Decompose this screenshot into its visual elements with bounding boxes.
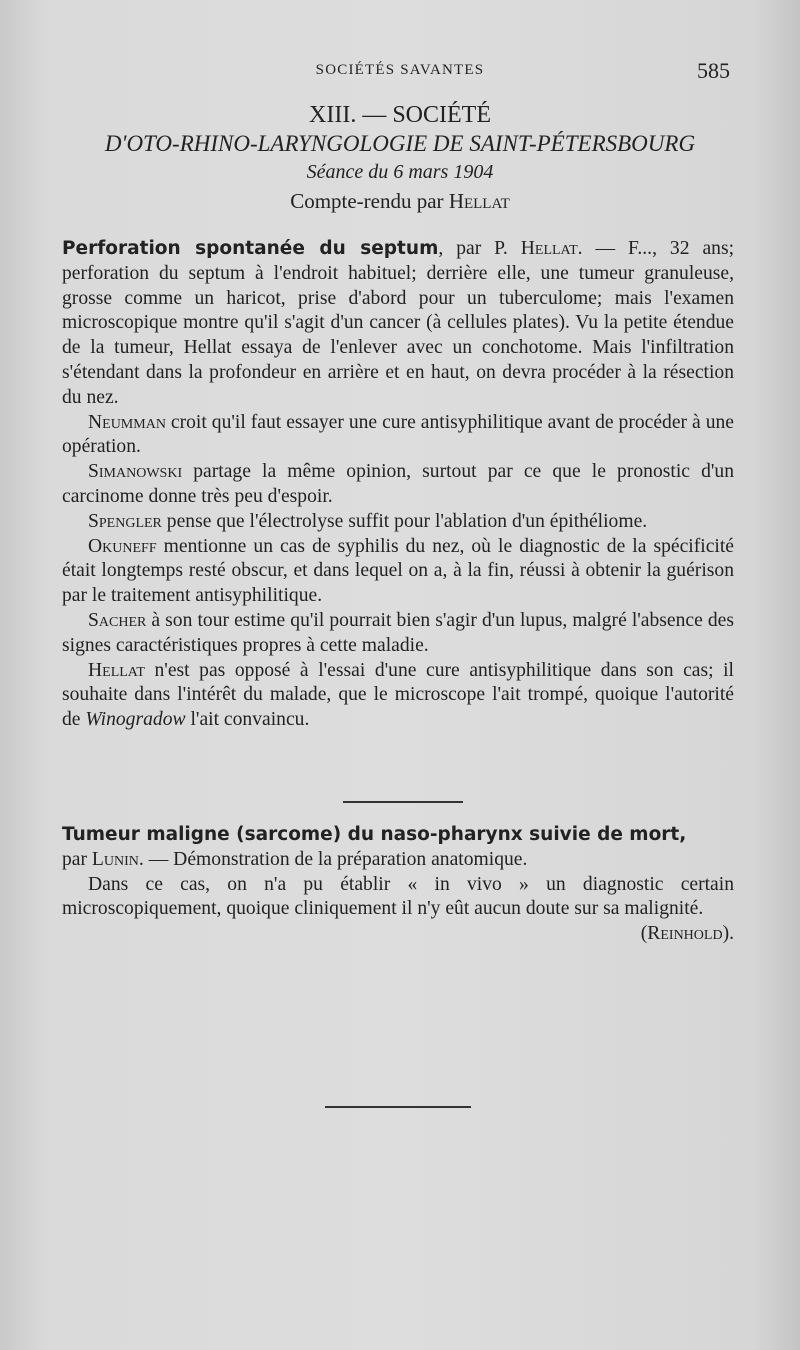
- closing-text-before: n'est pas opposé à l'essai d'une cure antisyphilitique dans son cas; il souhaite dans l'intérêt du malade, que le microscope l'ait trompé, quoique l'autorité de: [62, 659, 734, 731]
- running-head: SOCIÉTÉS SAVANTES: [315, 62, 485, 78]
- comment-text: à son tour estime qu'il pourrait bien s'agir d'un lupus, malgré l'absence des signes caractéristiques propres à cette maladie.: [62, 609, 734, 656]
- section-number-title: XIII. — SOCIÉTÉ: [309, 102, 491, 128]
- comment-paragraph: [62, 609, 734, 659]
- article-1-intro-text: . — F..., 32 ans; perforation du septum à l'endroit habituel; derrière elle, une tumeur granuleuse, grosse comme un haricot, prise d'abord pour un tuberculome; mais l'examen microscopique montre qu'il s'agit d'un cancer (à cellules plates). Vu la petite étendue de la tumeur, Hellat essaya de l'enlever avec un conchotome. Mais l'infiltration s'étendant dans la profondeur en arrière et en haut, on devra procéder à la résection du nez.: [62, 238, 735, 408]
- comment-text: partage la même opinion, surtout par ce que le pronostic d'un carcinome donne très peu d'espoir.: [62, 461, 734, 507]
- closing-speaker: Hellat: [88, 659, 145, 681]
- report-line: [0, 186, 800, 216]
- article-2-byline-author: Lunin: [91, 848, 139, 870]
- article-1-byline-prefix: , par P.: [438, 238, 508, 259]
- comment-speaker: Neumman: [88, 411, 166, 433]
- article-1-intro-paragraph: [62, 237, 734, 411]
- comment-speaker: Okuneff: [88, 535, 157, 557]
- comment-text: pense que l'électrolyse suffit pour l'ablation d'un épithéliome.: [161, 510, 648, 532]
- session-prefix: Séance du: [306, 161, 389, 183]
- signature-author: Reinhold: [647, 923, 723, 945]
- comment-speaker: Spengler: [88, 510, 162, 532]
- article-2-byline-rest: . — Démonstration de la préparation anatomique.: [138, 848, 528, 870]
- report-author: Hellat: [448, 189, 510, 213]
- article-2-byline-prefix: par: [62, 848, 92, 870]
- comment-speaker: Simanowski: [88, 461, 183, 483]
- page-number: 585: [697, 58, 730, 83]
- article-2-body-text: Dans ce cas, on n'a pu établir « in vivo » un diagnostic certain microscopiquement, quoique cliniquement il n'y eût aucun doute sur sa malignité.: [62, 873, 734, 920]
- session-line: [0, 158, 800, 186]
- article-1-heading: Perforation spontanée du septum: [62, 238, 439, 259]
- article-2-byline: [62, 848, 734, 873]
- comment-paragraph: [62, 411, 734, 461]
- closing-italic-name: Winogradow: [85, 709, 186, 731]
- article-2-heading-paragraph: [62, 823, 734, 848]
- comment-speaker: Sacher: [88, 609, 147, 631]
- society-name: D'OTO-RHINO-LARYNGOLOGIE DE SAINT-PÉTERSBOURG: [104, 131, 696, 156]
- comment-text: mentionne un cas de syphilis du nez, où le diagnostic de la spécificité était longtemps resté obscur, et dans lequel on a, à la fin, réussi à obtenir la guérison par le traitement antisyphilitique.: [62, 535, 734, 607]
- article-2: [62, 823, 734, 947]
- article-2-heading: Tumeur maligne (sarcome) du naso-pharynx suivie de mort,: [62, 824, 687, 845]
- closing-paragraph: [62, 659, 734, 733]
- closing-text-after: l'ait convaincu.: [185, 709, 310, 731]
- section-divider-rule: [343, 801, 463, 803]
- end-rule: [325, 1106, 471, 1108]
- article-1: [62, 237, 734, 733]
- comment-paragraph: [62, 460, 734, 510]
- session-date: 6 mars 1904: [393, 161, 494, 183]
- article-2-body-paragraph: [62, 873, 734, 945]
- comment-paragraph: [62, 535, 734, 609]
- comment-text: croit qu'il faut essayer une cure antisyphilitique avant de procéder à une opération.: [62, 411, 734, 458]
- section-title-block: [0, 100, 800, 216]
- report-prefix: Compte-rendu par: [290, 189, 444, 213]
- comment-paragraph: [62, 510, 734, 535]
- article-1-byline-author: Hellat: [520, 238, 578, 259]
- signature: (Reinhold).: [640, 923, 734, 945]
